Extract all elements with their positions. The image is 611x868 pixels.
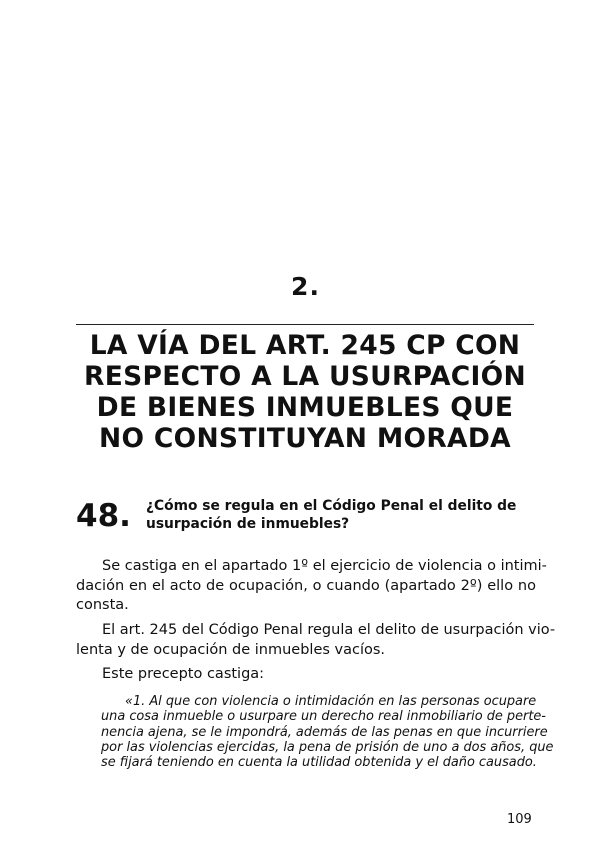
paragraph	[76, 621, 556, 660]
paragraph-line: Se castiga en el apartado 1º el ejercicio de violencia o intimi-	[102, 558, 547, 574]
chapter-title	[70, 330, 540, 454]
paragraph	[76, 665, 536, 685]
question-text-line: ¿Cómo se regula en el Código Penal el delito de	[146, 498, 517, 514]
paragraph-line: Este precepto castiga:	[102, 666, 265, 682]
question-number: 48.	[76, 498, 131, 534]
chapter-number: 2.	[291, 272, 320, 301]
quote-line: se fijará teniendo en cuenta la utilidad obtenida y el daño causado.	[101, 755, 537, 771]
page-number: 109	[507, 812, 532, 827]
quote-line: por las violencias ejercidas, la pena de prisión de uno a dos años, que	[101, 739, 554, 755]
quote-line: nencia ajena, se le impondrá, además de las penas en que incurriere	[101, 724, 548, 740]
chapter-divider	[76, 324, 534, 325]
paragraph	[76, 557, 547, 616]
chapter-title-line: LA VÍA DEL ART. 245 CP CON	[89, 330, 521, 361]
paragraph-line: El art. 245 del Código Penal regula el delito de usurpación vio-	[102, 622, 556, 638]
chapter-title-line: NO CONSTITUYAN MORADA	[99, 423, 511, 454]
quote-line: «1. Al que con violencia o intimidación en las personas ocupare	[125, 694, 537, 709]
quote-line: una cosa inmueble o usurpare un derecho real inmobiliario de perte-	[101, 709, 546, 725]
paragraph-line: lenta y de ocupación de inmuebles vacíos.	[76, 641, 386, 658]
chapter-title-line: RESPECTO A LA USURPACIÓN	[84, 361, 526, 392]
chapter-title-line: DE BIENES INMUEBLES QUE	[96, 392, 514, 423]
paragraph-line: dación en el acto de ocupación, o cuando (apartado 2º) ello no	[76, 577, 536, 594]
paragraph-line: consta.	[76, 597, 129, 613]
legal-quote	[101, 694, 554, 771]
question-text	[146, 497, 538, 533]
question-text-line: usurpación de inmuebles?	[146, 516, 350, 532]
